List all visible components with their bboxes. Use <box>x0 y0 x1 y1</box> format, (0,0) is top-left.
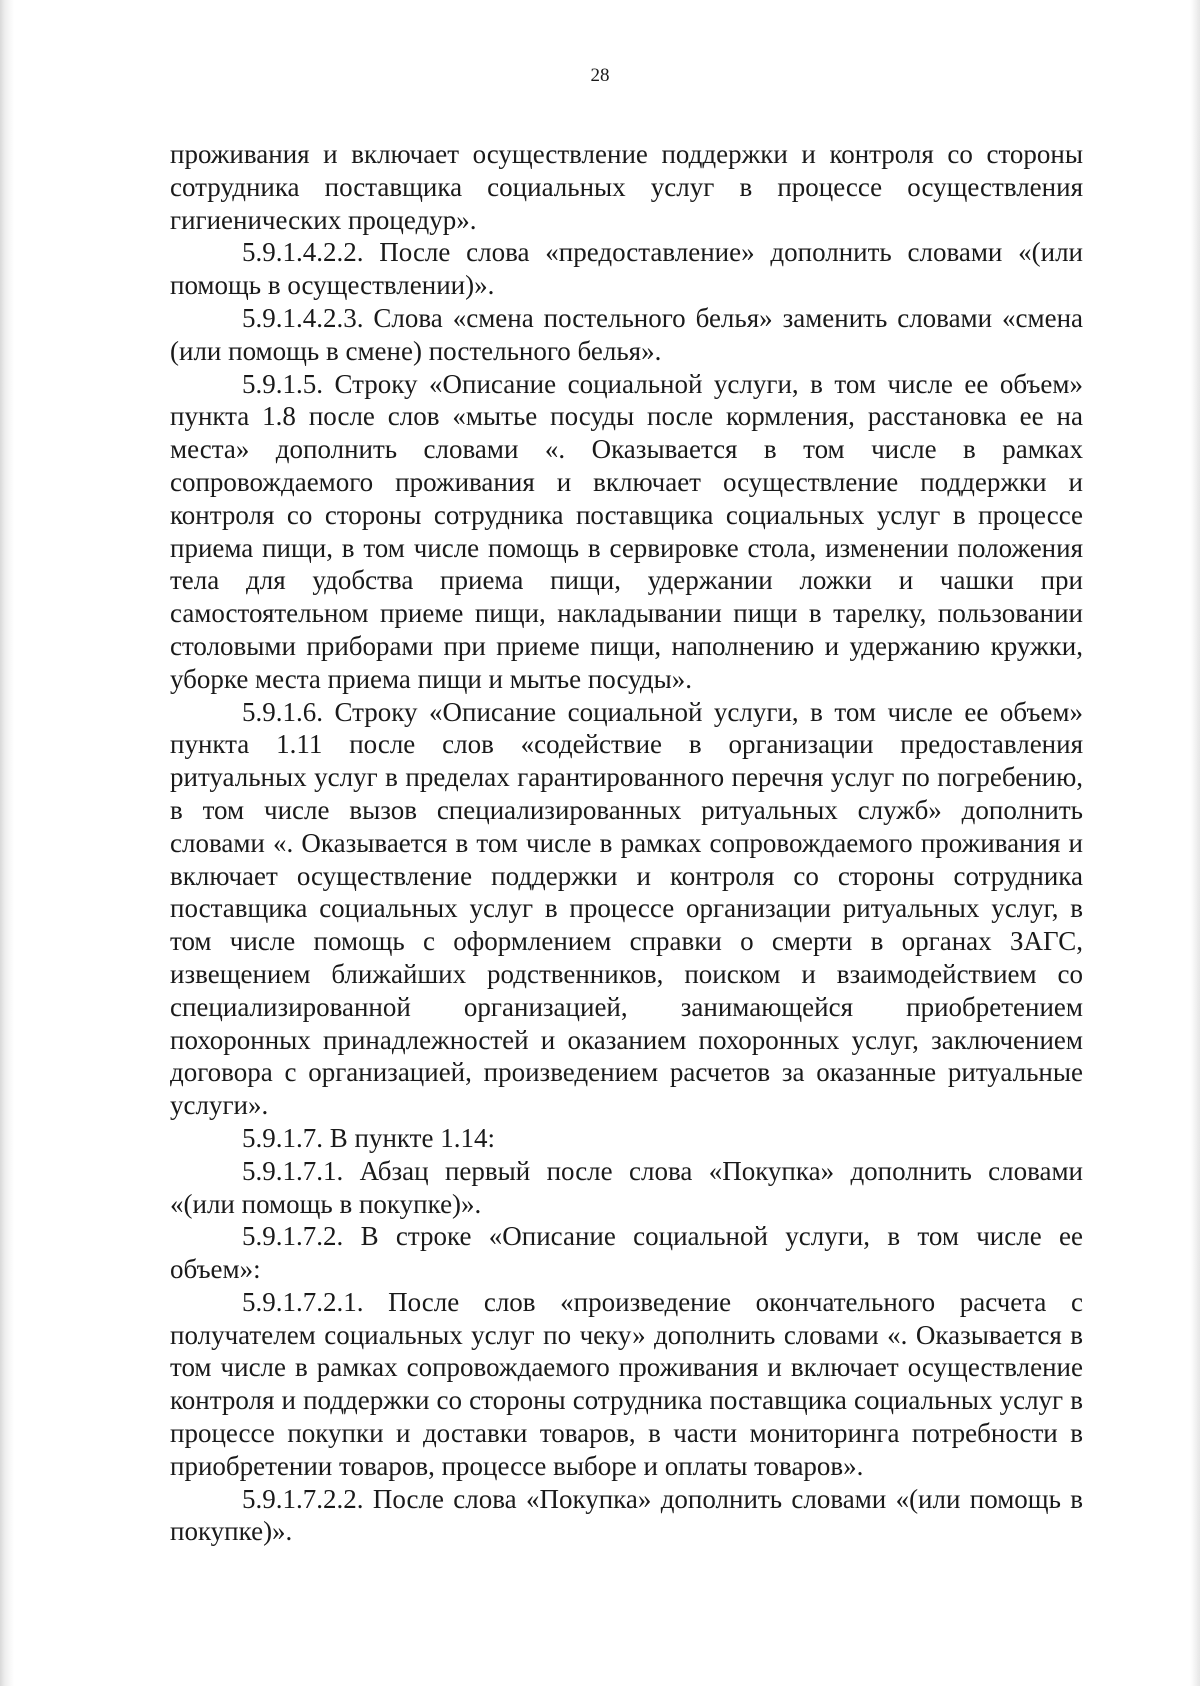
page-number: 28 <box>590 65 610 86</box>
paragraph-5-9-1-4-2-2: 5.9.1.4.2.2. После слова «предоставление» дополнить словами «(или помощь в осуществлении)». <box>170 237 1083 301</box>
scan-edge-right <box>1190 0 1200 1686</box>
paragraph-5-9-1-5: 5.9.1.5. Строку «Описание социальной услуги, в том числе ее объем» пункта 1.8 после слов «мытье посуды после кормления, расстановка ее на места» дополнить словами «. Оказывается в том числе в рамках сопровождаемого проживания и включает осуществление поддержки и контроля со стороны сотрудника поставщика социальных услуг в процессе приема пищи, в том числе помощь в сервировке стола, изменении положения тела для удобства приема пищи, удержании ложки и чашки при самостоятельном приеме пищи, накладывании пищи в тарелку, пользовании столовыми приборами при приеме пищи, наполнению и удержанию кружки, уборке места приема пищи и мытье посуды». <box>170 368 1083 694</box>
document-body <box>170 138 1083 1548</box>
paragraph-5-9-1-7-2: 5.9.1.7.2. В строке «Описание социальной услуги, в том числе ее объем»: <box>170 1221 1083 1285</box>
scan-edge-left <box>0 0 14 1686</box>
paragraph-5-9-1-7-1: 5.9.1.7.1. Абзац первый после слова «Покупка» дополнить словами «(или помощь в покупке)». <box>170 1155 1083 1219</box>
paragraph-5-9-1-7-2-2: 5.9.1.7.2.2. После слова «Покупка» дополнить словами «(или помощь в покупке)». <box>170 1483 1083 1547</box>
paragraph-5-9-1-7: 5.9.1.7. В пункте 1.14: <box>242 1122 495 1153</box>
paragraph-5-9-1-6: 5.9.1.6. Строку «Описание социальной услуги, в том числе ее объем» пункта 1.11 после слов «содействие в организации предоставления ритуальных услуг в пределах гарантированного перечня услуг по погребению, в том числе вызов специализированных ритуальных служб» дополнить словами «. Оказывается в том числе в рамках сопровождаемого проживания и включает осуществление поддержки и контроля со стороны сотрудника поставщика социальных услуг в процессе организации ритуальных услуг, в том числе помощь с оформлением справки о смерти в органах ЗАГС, извещением ближайших родственников, поиском и взаимодействием со специализированной организацией, занимающейся приобретением похоронных принадлежностей и оказанием похоронных услуг, заключением договора с организацией, произведением расчетов за оказанные ритуальные услуги». <box>170 696 1083 1121</box>
paragraph-5-9-1-7-2-1: 5.9.1.7.2.1. После слов «произведение окончательного расчета с получателем социальных услуг по чеку» дополнить словами «. Оказывается в том числе в рамках сопровождаемого проживания и включает осуществление контроля и поддержки со стороны сотрудника поставщика социальных услуг в процессе покупки и доставки товаров, в части мониторинга потребности в приобретении товаров, процессе выборе и оплаты товаров». <box>170 1286 1083 1481</box>
paragraph-5-9-1-4-2-3: 5.9.1.4.2.3. Слова «смена постельного белья» заменить словами «смена (или помощь в смене) постельного белья». <box>170 302 1083 366</box>
paragraph-continuation: проживания и включает осуществление поддержки и контроля со стороны сотрудника поставщика социальных услуг в процессе осуществления гигиенических процедур». <box>170 139 1083 235</box>
